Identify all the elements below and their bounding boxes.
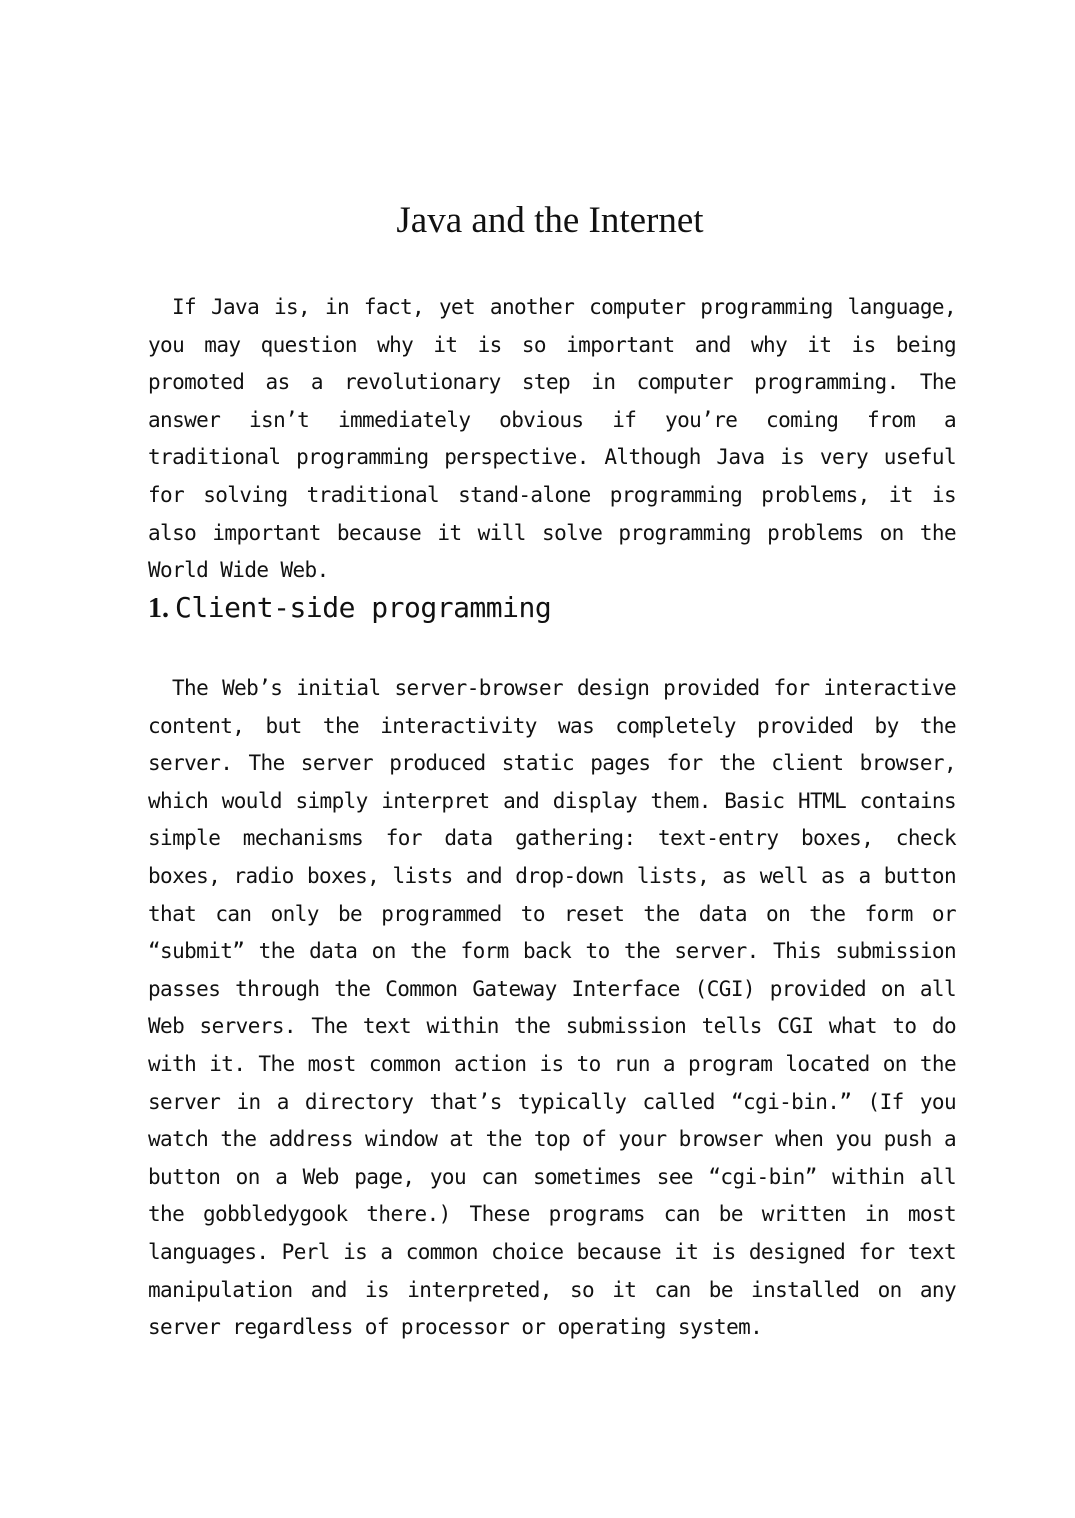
intro-paragraph: If Java is, in fact, yet another computer programming language, you may question why it is so important and why it is being promoted as a revolutionary step in computer programming. The answer isn’t immediately obvious if you’re coming from a traditional programming perspective. Although Java is very useful for solving traditional stand-alone programming problems, it is also important because it will solve programming problems on the World Wide Web. [148, 295, 956, 583]
section-title: Client-side programming [175, 591, 552, 624]
section-heading [148, 590, 551, 627]
section-number: 1. [148, 593, 169, 624]
document-title: Java and the Internet [396, 200, 704, 241]
section-paragraph: The Web’s initial server-browser design provided for interactive content, but the interactivity was completely provided by the server. The server produced static pages for the client browser, which would simply interpret and display them. Basic HTML contains simple mechanisms for data gathering: text-entry boxes, check boxes, radio boxes, lists and drop-down lists, as well as a button that can only be programmed to reset the data on the form or “submit” the data on the form back to the server. This submission passes through the Common Gateway Interface (CGI) provided on all Web servers. The text within the submission tells CGI what to do with it. The most common action is to run a program located on the server in a directory that’s typically called “cgi-bin.” (If you watch the address window at the top of your browser when you push a button on a Web page, you can sometimes see “cgi-bin” within all the gobbledygook there.) These programs can be written in most languages. Perl is a common choice because it is designed for text manipulation and is interpreted, so it can be installed on any server regardless of processor or operating system. [148, 676, 956, 1340]
